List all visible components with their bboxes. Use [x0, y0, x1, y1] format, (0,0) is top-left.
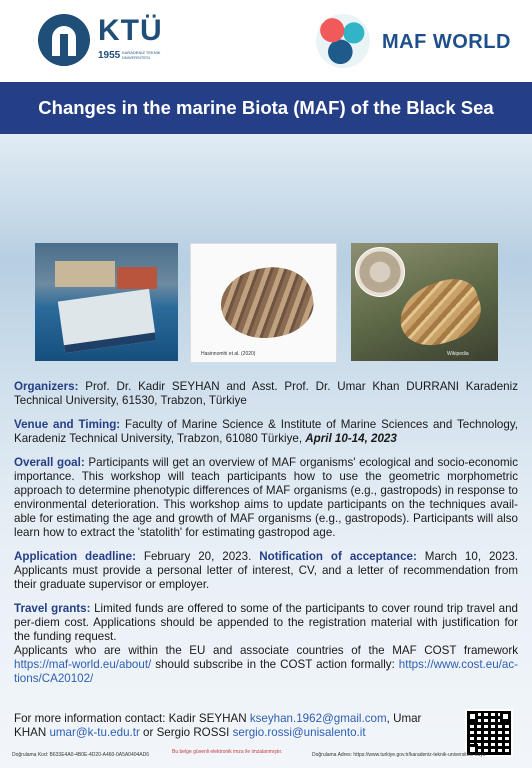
shell-citation: Hasinnomhi et al. (2020) [201, 351, 256, 357]
organizers-label: Organizers: [14, 380, 79, 393]
maf-emblem-icon [316, 14, 370, 68]
logo-bar [0, 0, 532, 82]
verification-code: Doğrulama Kod: B633E4A0-4B0E-4D20-A460-0A5A0404AD6 [12, 752, 150, 758]
sea-snail [392, 272, 489, 354]
signature-note: Bu belge güvenli elektronik imza ile imzalanmıştır. [172, 749, 283, 755]
email-umar[interactable]: umar@k-tu.edu.tr [49, 726, 140, 739]
goal-paragraph [14, 456, 518, 540]
snail-citation: Wikipedia [447, 351, 469, 357]
ktu-year: 1955 [98, 50, 121, 61]
main-content [14, 380, 518, 686]
maf-world-link[interactable]: https://maf-world.eu/about/ [14, 658, 152, 671]
venue-label: Venue and Timing: [14, 418, 121, 431]
deadline-label: Application deadline: [14, 550, 136, 563]
contact-mid: , Umar KHAN [14, 712, 422, 739]
organizers-text: Prof. Dr. Kadir SEYHAN and Asst. Prof. Dr. Umar Khan DURRANI Karadeniz Technical University, 61530, Trabzon, Türkiye [14, 380, 518, 407]
goal-text: Participants will get an overview of MAF organisms' ecological and socio-economic importance. This workshop will teach participants how to use the geometric morphometric approach to determine phenotypic differences of MAF organisms (e.g., gastropods) in response to environmental deterioration. This workshop aims to update participants on the techniques avail-able for estimating the age and growth of MAF organisms (e.g., gastropods). Participants will also learn how to extract the 'statolith' for estimating gastropod age. [14, 456, 518, 539]
page-title: Changes in the marine Biota (MAF) of the Black Sea [38, 97, 494, 118]
venue-text: Faculty of Marine Science & Institute of Marine Sciences and Technology, Karadeniz Technical University, Trabzon, 61080 Türkiye, [14, 418, 518, 445]
qr-finder-top-right [500, 711, 511, 722]
title-bar [0, 82, 532, 134]
shell-photo [190, 243, 337, 363]
contact-or: or Sergio ROSSI [139, 726, 233, 739]
email-sergio[interactable]: sergio.rossi@unisalento.it [232, 726, 366, 739]
deadline-date: February 20, 2023. [135, 550, 260, 563]
maf-name: MAF WORLD [382, 31, 511, 53]
harbor-building [55, 261, 115, 287]
ktu-emblem-icon [38, 14, 90, 66]
grants-paragraph [14, 602, 518, 686]
contact-intro: For more information contact: Kadir SEYHAN [14, 712, 250, 725]
deadline-text: Applicants must provide a personal letter of interest, CV, and a letter of recommendation from their graduate supervisor or employer. [14, 564, 518, 591]
grants-text: Limited funds are offered to some of the participants to cover round trip travel and per-diem cost. Applications should be appended to the registration material with justification for the funding request. [14, 602, 518, 643]
qr-finder-top-left [467, 711, 478, 722]
organizers-paragraph [14, 380, 518, 408]
grants-label: Travel grants: [14, 602, 91, 615]
research-vessel [58, 289, 156, 353]
gastropod-shell [216, 261, 319, 346]
qr-code[interactable] [465, 709, 513, 757]
eu-text-2: should subscribe in the COST action formally: [151, 658, 399, 671]
harbor-building-red [117, 267, 157, 289]
maf-world-logo [316, 14, 516, 70]
ktu-logo [38, 14, 188, 72]
email-kseyhan[interactable]: kseyhan.1962@gmail.com [249, 712, 387, 725]
snail-photo [351, 243, 498, 361]
venue-dates: April 10-14, 2023 [305, 432, 397, 445]
goal-label: Overall goal: [14, 456, 85, 469]
contact-paragraph [14, 712, 454, 740]
statolith-inset [355, 247, 405, 297]
venue-paragraph [14, 418, 518, 446]
eu-text: Applicants who are within the EU and associate countries of the MAF COST framework [14, 644, 518, 657]
deadline-paragraph [14, 550, 518, 592]
notification-label: Notification of acceptance: [259, 550, 417, 563]
harbor-photo [35, 243, 178, 361]
ktu-subtitle: KARADENİZ TEKNİK ÜNİVERSİTESİ [122, 50, 161, 60]
notification-date: March 10, 2023. [416, 550, 518, 563]
verification-address: Doğrulama Adres: https://www.turkiye.gov.tr/karadeniz-teknik-universitesi-ebys [312, 752, 486, 758]
cost-action-link[interactable]: https://www.cost.eu/ac-tions/CA20102/ [14, 658, 518, 685]
ktu-name: KTÜ [98, 14, 163, 47]
